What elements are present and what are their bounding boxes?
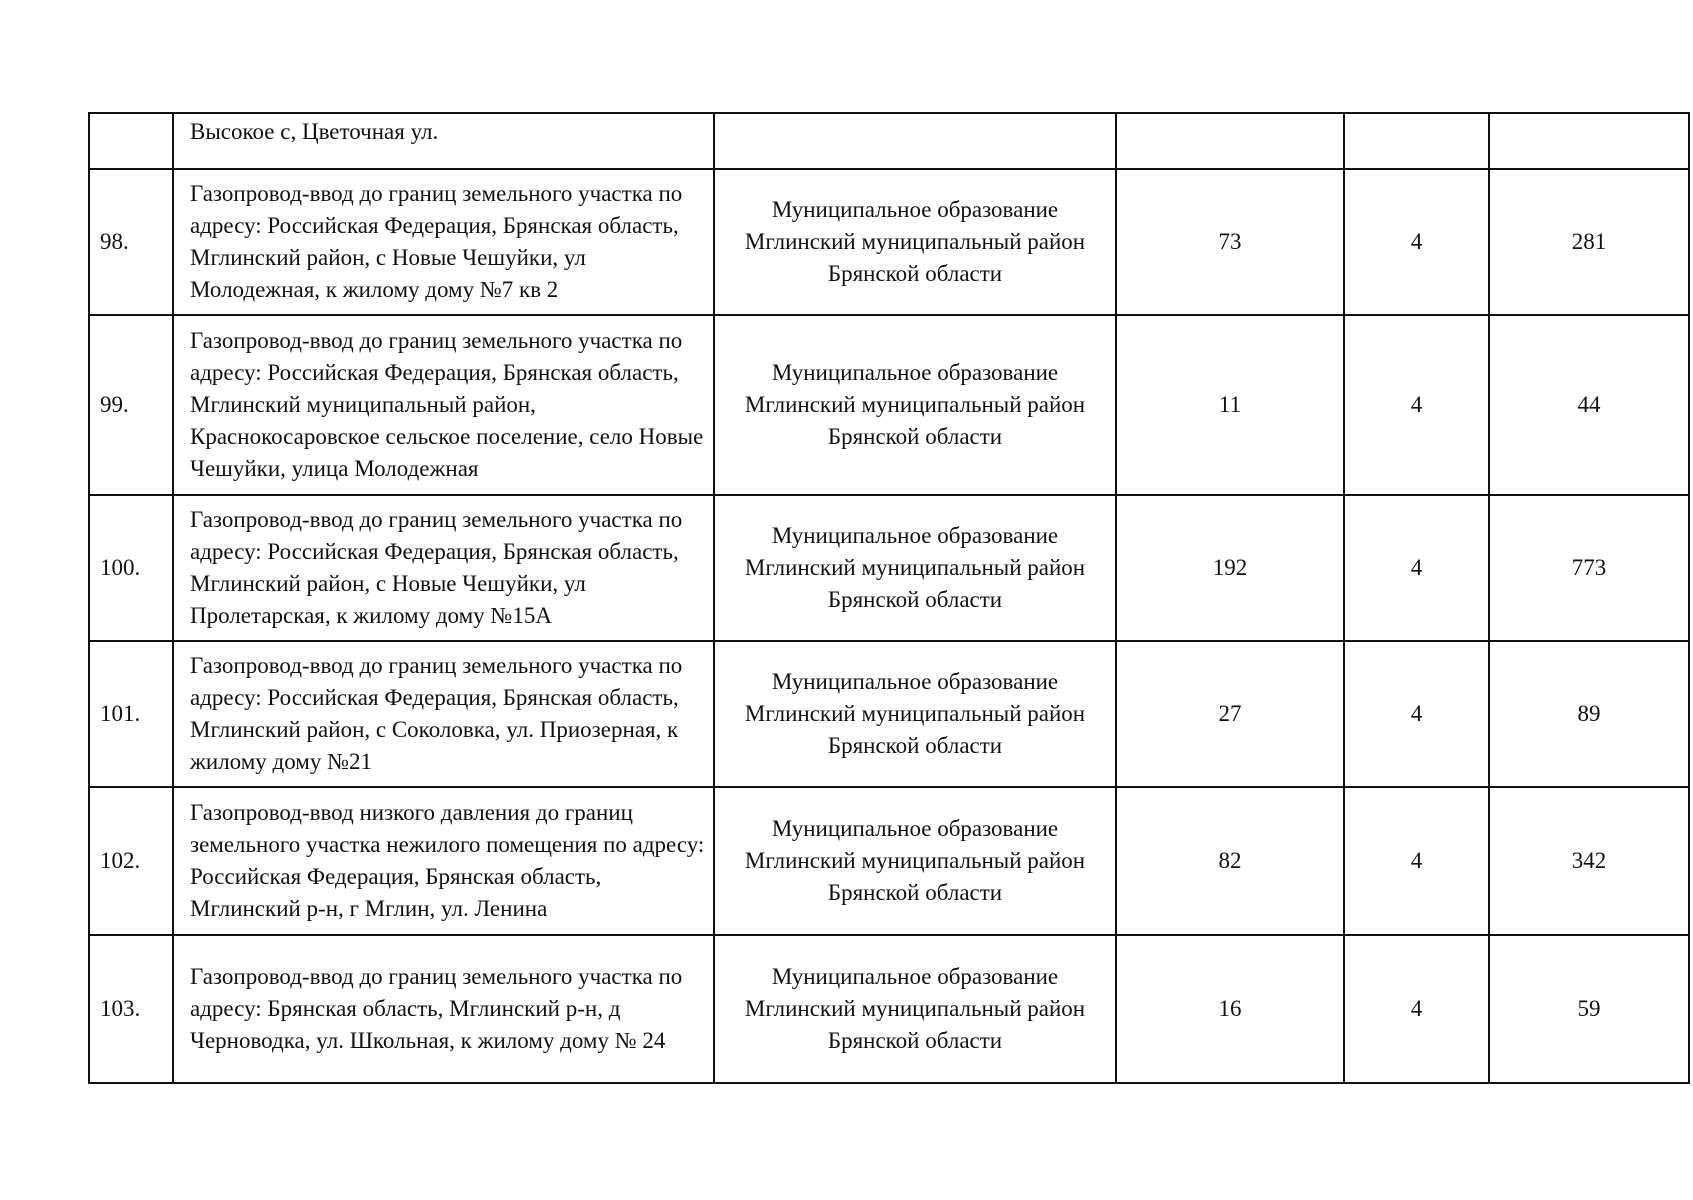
length-cell: 192 [1116, 495, 1344, 641]
count-cell: 4 [1344, 495, 1489, 641]
total-cell [1489, 113, 1689, 169]
total-cell: 89 [1489, 641, 1689, 787]
total-cell: 44 [1489, 315, 1689, 495]
owner-cell [714, 113, 1116, 169]
total-cell: 281 [1489, 169, 1689, 315]
total-cell: 342 [1489, 787, 1689, 935]
object-name-cell: Газопровод-ввод до границ земельного участка по адресу: Российская Федерация, Брянская область, Мглинский район, с Новые Чешуйки, ул Пролетарская, к жилому дому №15А [173, 495, 714, 641]
table-row [89, 169, 1689, 315]
table-row [89, 315, 1689, 495]
table-row [89, 113, 1689, 169]
object-name-cell: Газопровод-ввод до границ земельного участка по адресу: Российская Федерация, Брянская область, Мглинский район, с Соколовка, ул. Приозерная, к жилому дому №21 [173, 641, 714, 787]
count-cell: 4 [1344, 935, 1489, 1083]
object-name-cell: Газопровод-ввод низкого давления до границ земельного участка нежилого помещения по адресу: Российская Федерация, Брянская область, Мглинский р-н, г Мглин, ул. Ленина [173, 787, 714, 935]
objects-table [88, 112, 1690, 1084]
owner-cell: Муниципальное образование Мглинский муниципальный район Брянской области [714, 315, 1116, 495]
owner-cell: Муниципальное образование Мглинский муниципальный район Брянской области [714, 787, 1116, 935]
object-name-cell: Высокое с, Цветочная ул. [173, 113, 714, 169]
object-name-cell: Газопровод-ввод до границ земельного участка по адресу: Российская Федерация, Брянская область, Мглинский муниципальный район, Краснокосаровское сельское поселение, село Новые Чешуйки, улица Молодежная [173, 315, 714, 495]
count-cell: 4 [1344, 315, 1489, 495]
owner-cell: Муниципальное образование Мглинский муниципальный район Брянской области [714, 495, 1116, 641]
owner-cell: Муниципальное образование Мглинский муниципальный район Брянской области [714, 169, 1116, 315]
row-number-cell: 98. [89, 169, 173, 315]
length-cell [1116, 113, 1344, 169]
table-row [89, 787, 1689, 935]
length-cell: 16 [1116, 935, 1344, 1083]
length-cell: 27 [1116, 641, 1344, 787]
table-row [89, 935, 1689, 1083]
owner-cell: Муниципальное образование Мглинский муниципальный район Брянской области [714, 935, 1116, 1083]
total-cell: 773 [1489, 495, 1689, 641]
total-cell: 59 [1489, 935, 1689, 1083]
count-cell: 4 [1344, 641, 1489, 787]
length-cell: 73 [1116, 169, 1344, 315]
row-number-cell: 103. [89, 935, 173, 1083]
count-cell: 4 [1344, 169, 1489, 315]
row-number-cell: 99. [89, 315, 173, 495]
row-number-cell [89, 113, 173, 169]
owner-cell: Муниципальное образование Мглинский муниципальный район Брянской области [714, 641, 1116, 787]
count-cell [1344, 113, 1489, 169]
object-name-cell: Газопровод-ввод до границ земельного участка по адресу: Брянская область, Мглинский р-н, д Черноводка, ул. Школьная, к жилому дому № 24 [173, 935, 714, 1083]
length-cell: 11 [1116, 315, 1344, 495]
row-number-cell: 102. [89, 787, 173, 935]
row-number-cell: 101. [89, 641, 173, 787]
table-row [89, 495, 1689, 641]
length-cell: 82 [1116, 787, 1344, 935]
row-number-cell: 100. [89, 495, 173, 641]
table-row [89, 641, 1689, 787]
count-cell: 4 [1344, 787, 1489, 935]
object-name-cell: Газопровод-ввод до границ земельного участка по адресу: Российская Федерация, Брянская область, Мглинский район, с Новые Чешуйки, ул Молодежная, к жилому дому №7 кв 2 [173, 169, 714, 315]
